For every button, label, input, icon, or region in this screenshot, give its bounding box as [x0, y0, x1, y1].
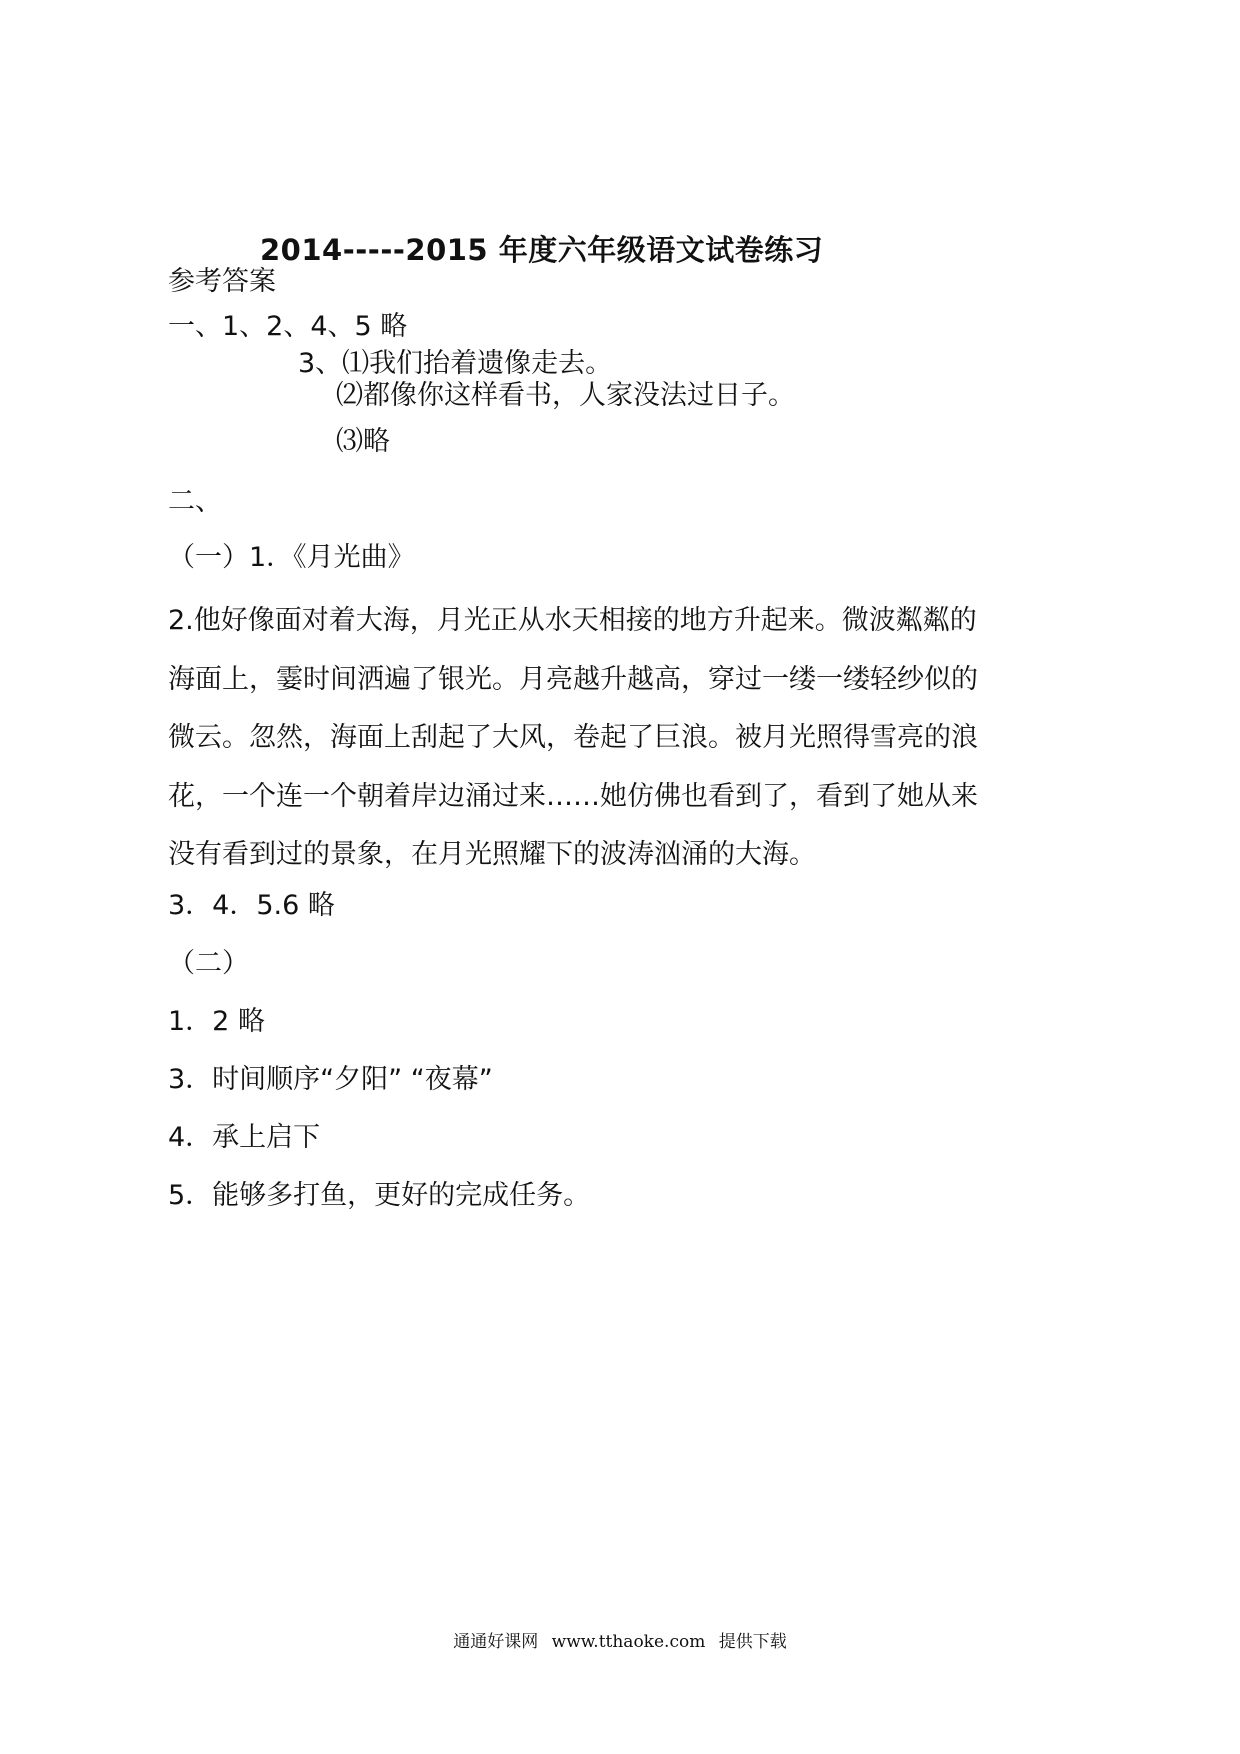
part2-item: 3．时间顺序“夕阳” “夜幕” [168, 1064, 493, 1095]
section1-line3: ⑵都像你这样看书，人家没法过日子。 [336, 380, 795, 411]
footer-site-name: 通通好课网 [453, 1632, 539, 1652]
paragraph-line: 微云。忽然，海面上刮起了大风，卷起了巨浪。被月光照得雪亮的浪 [168, 722, 978, 753]
paragraph-line: 2.他好像面对着大海，月光正从水天相接的地方升起来。微波粼粼的 [168, 605, 977, 636]
part2-item: 4．承上启下 [168, 1122, 321, 1153]
part2-item: 5．能够多打鱼，更好的完成任务。 [168, 1180, 591, 1211]
section1-line2: 3、⑴我们抬着遗像走去。 [298, 348, 613, 379]
paragraph-line: 没有看到过的景象，在月光照耀下的波涛汹涌的大海。 [168, 839, 816, 870]
part1-heading: （一）1．《月光曲》 [168, 542, 415, 573]
page-footer [0, 1627, 1240, 1652]
footer-url: www.tthaoke.com [551, 1632, 706, 1652]
answer-key-heading: 参考答案 [168, 266, 276, 297]
part2-heading: （二） [168, 948, 249, 979]
section2-heading: 二、 [168, 486, 222, 517]
part2-item: 1．2 略 [168, 1006, 265, 1037]
part1-paragraph [168, 592, 978, 885]
footer-suffix: 提供下载 [718, 1632, 787, 1652]
paragraph-line: 海面上，霎时间洒遍了银光。月亮越升越高，穿过一缕一缕轻纱似的 [168, 663, 978, 695]
document-title: 2014-----2015 年度六年级语文试卷练习 [260, 233, 824, 267]
section1-line4: ⑶略 [336, 426, 390, 457]
part1-rest: 3．4．5.6 略 [168, 890, 335, 921]
paragraph-line: 花，一个连一个朝着岸边涌过来……她仿佛也看到了，看到了她从来 [168, 780, 978, 812]
section1-line1: 一、1、2、4、5 略 [168, 311, 408, 342]
